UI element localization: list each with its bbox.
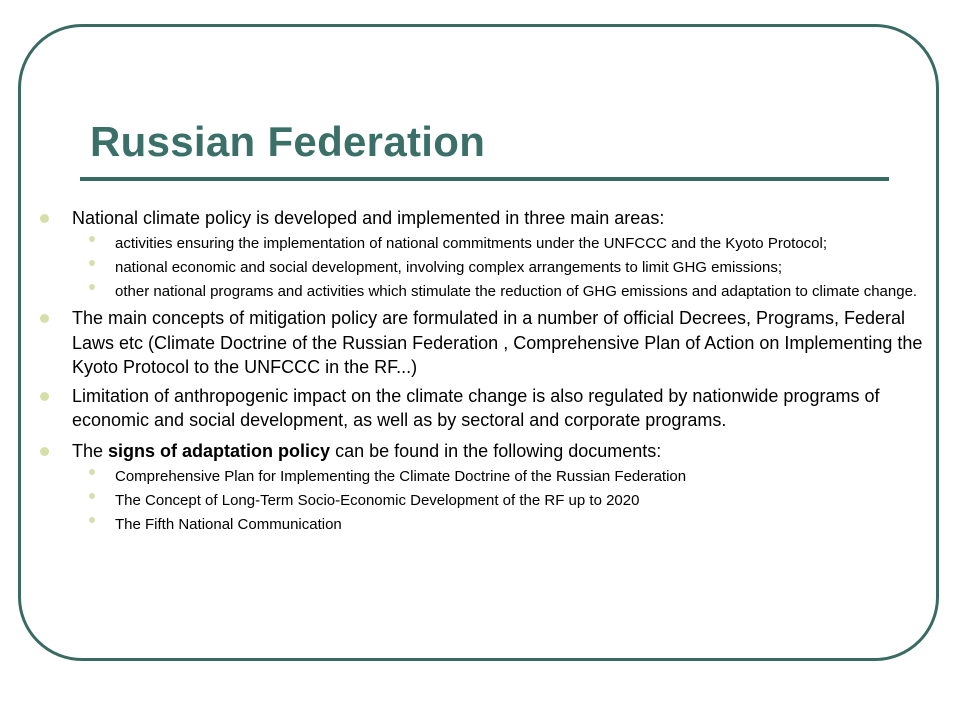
bullet-4 xyxy=(38,439,938,463)
title-underline xyxy=(80,177,889,181)
bullet-2: The main concepts of mitigation policy are formulated in a number of official Decrees, Programs, Federal Laws etc (Climate Doctrine of the Russian Federation , Comprehensive Plan of Action on Implementing the Kyoto Protocol to the UNFCCC in the RF...) xyxy=(38,306,938,380)
bullet-4-text-after: can be found in the following documents: xyxy=(330,440,662,461)
sub-bullet-4-1: Comprehensive Plan for Implementing the Climate Doctrine of the Russian Federation xyxy=(38,466,938,487)
bullet-4-text-bold: signs of adaptation policy xyxy=(108,440,331,461)
bullet-4-text-before: The xyxy=(72,440,109,461)
sub-bullet-4-2: The Concept of Long-Term Socio-Economic Development of the RF up to 2020 xyxy=(38,490,938,511)
sub-bullet-1-3 xyxy=(38,281,938,302)
sub-bullet-4-3: The Fifth National Communication xyxy=(38,514,938,535)
sub-bullet-1-3-text: other national programs and activities which stimulate the reduction of GHG emissions and adaptation to climate change. xyxy=(115,283,918,300)
slide-title: Russian Federation xyxy=(90,118,486,165)
sub-bullet-1-2: national economic and social development, involving complex arrangements to limit GHG emissions; xyxy=(38,257,938,278)
slide-content xyxy=(38,206,938,537)
sub-bullet-1-1: activities ensuring the implementation of national commitments under the UNFCCC and the Kyoto Protocol; xyxy=(38,233,938,254)
bullet-3: Limitation of anthropogenic impact on the climate change is also regulated by nationwide programs of economic and social development, as well as by sectoral and corporate programs. xyxy=(38,384,938,433)
bullet-1: National climate policy is developed and implemented in three main areas: xyxy=(38,206,938,230)
